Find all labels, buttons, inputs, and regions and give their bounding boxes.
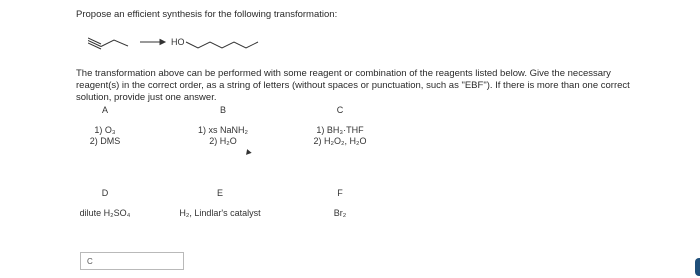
reagent-option-b[interactable]	[183, 105, 263, 147]
question-prompt: Propose an efficient synthesis for the following transformation:	[76, 9, 338, 20]
reagent-line: 1) BH₃·THF	[316, 125, 364, 135]
product-alcohol-chain	[186, 42, 258, 48]
reagent-option-f[interactable]	[310, 188, 370, 219]
reagent-line: 1) xs NaNH₂	[197, 125, 248, 135]
reagent-letter: F	[337, 188, 343, 198]
reagent-line: H₂, Lindlar's catalyst	[179, 208, 261, 218]
mouse-cursor-icon	[244, 148, 251, 155]
reagent-letter: A	[101, 105, 108, 115]
reaction-arrow	[140, 40, 165, 45]
product-ho-label: HO	[171, 37, 185, 47]
reaction-scheme	[88, 30, 278, 60]
reagent-option-d[interactable]	[65, 188, 145, 219]
answer-input[interactable]: C	[80, 252, 184, 270]
reagent-letter: D	[101, 188, 109, 198]
reagent-letter: B	[219, 105, 226, 115]
reagent-line: 1) O₃	[94, 125, 116, 135]
reagent-letter: E	[216, 188, 223, 198]
reagent-line: 2) H₂O₂, H₂O	[313, 136, 367, 146]
instructions-text: The transformation above can be performed with some reagent or combination of the reagents listed below. Give the necessary reagent(s) in the correct order, as a string of letters (without spaces or punctuation, such as "EBF"). If there is more than one correct solution, provide just one answer.	[76, 68, 630, 103]
reagent-line: dilute H₂SO₄	[79, 208, 131, 218]
reagent-line: 2) DMS	[89, 136, 121, 146]
reagent-line: Br₂	[333, 208, 347, 218]
reagent-option-c[interactable]	[290, 105, 390, 147]
reagent-line: 2) H₂O	[209, 136, 237, 146]
reagent-letter: C	[336, 105, 344, 115]
reagent-option-a[interactable]	[70, 105, 140, 147]
starting-alkyne	[88, 38, 128, 49]
side-panel-tab[interactable]	[695, 258, 700, 276]
reagent-option-e[interactable]	[165, 188, 275, 219]
